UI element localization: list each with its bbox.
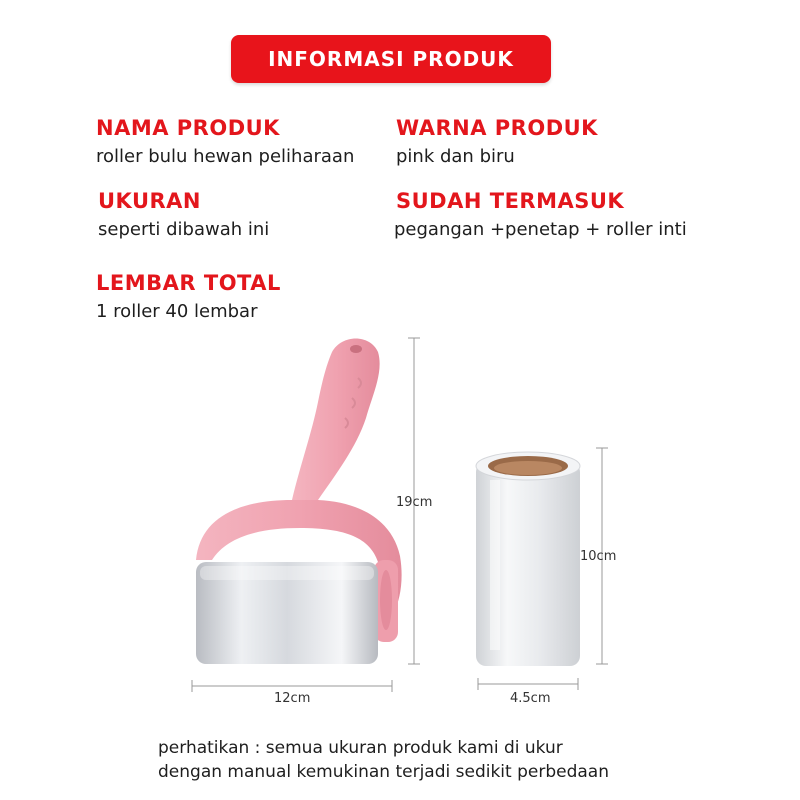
measurement-note-line-2: dengan manual kemukinan terjadi sedikit perbedaan — [158, 762, 609, 782]
lint-roller-image — [196, 339, 402, 665]
refill-height-label: 10cm — [580, 549, 617, 564]
roller-width-label: 12cm — [274, 691, 311, 706]
refill-width-label: 4.5cm — [510, 691, 551, 706]
product-name-label: NAMA PRODUK — [96, 116, 280, 140]
refill-roll-image — [476, 452, 580, 666]
size-label: UKURAN — [98, 189, 202, 213]
size-value: seperti dibawah ini — [98, 219, 270, 240]
roller-height-label: 19cm — [396, 495, 433, 510]
product-info-banner: INFORMASI PRODUK — [231, 35, 551, 83]
measurement-note-line-1: perhatikan : semua ukuran produk kami di ukur — [158, 738, 563, 758]
refill-width-dimension-line — [478, 678, 578, 690]
total-sheets-label: LEMBAR TOTAL — [96, 271, 281, 295]
product-color-value: pink dan biru — [396, 146, 515, 167]
total-sheets-value: 1 roller 40 lembar — [96, 301, 258, 322]
product-name-value: roller bulu hewan peliharaan — [96, 146, 355, 167]
included-value: pegangan +penetap + roller inti — [394, 219, 687, 240]
included-label: SUDAH TERMASUK — [396, 189, 625, 213]
product-color-label: WARNA PRODUK — [396, 116, 598, 140]
